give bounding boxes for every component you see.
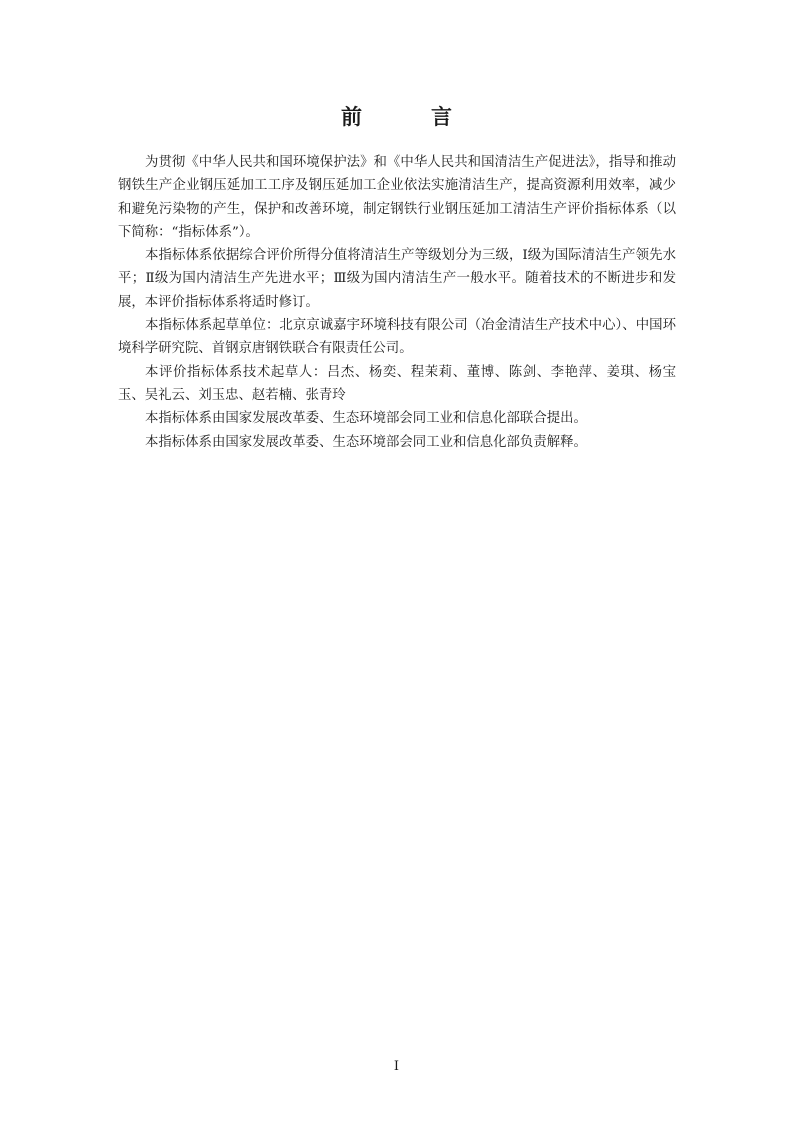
preface-body xyxy=(118,151,676,454)
paragraph-levels: 本指标体系依据综合评价所得分值将清洁生产等级划分为三级，Ⅰ级为国际清洁生产领先水平；Ⅱ级为国内清洁生产先进水平；Ⅲ级为国内清洁生产一般水平。随着技术的不断进步和发展，本评价指标体系将适时修订。 xyxy=(118,248,676,310)
paragraph-purpose: 为贯彻《中华人民共和国环境保护法》和《中华人民共和国清洁生产促进法》，指导和推动钢铁生产企业钢压延加工工序及钢压延加工企业依法实施清洁生产，提高资源利用效率，减少和避免污染物的产生，保护和改善环境，制定钢铁行业钢压延加工清洁生产评价指标体系（以下简称：“指标体系”）。 xyxy=(118,155,676,240)
paragraph-interpreted-by: 本指标体系由国家发展改革委、生态环境部会同工业和信息化部负责解释。 xyxy=(145,434,587,450)
paragraph-proposed-by: 本指标体系由国家发展改革委、生态环境部会同工业和信息化部联合提出。 xyxy=(145,411,587,427)
paragraph-drafters: 本评价指标体系技术起草人：吕杰、杨奕、程茉莉、董博、陈剑、李艳萍、姜琪、杨宝玉、吴礼云、刘玉忠、赵若楠、张青玲 xyxy=(118,364,676,403)
page-title: 前 言 xyxy=(341,105,476,129)
paragraph-drafting-units: 本指标体系起草单位：北京京诚嘉宇环境科技有限公司（冶金清洁生产技术中心）、中国环境科学研究院、首钢京唐钢铁联合有限责任公司。 xyxy=(118,318,676,357)
page-number: I xyxy=(393,1059,400,1074)
